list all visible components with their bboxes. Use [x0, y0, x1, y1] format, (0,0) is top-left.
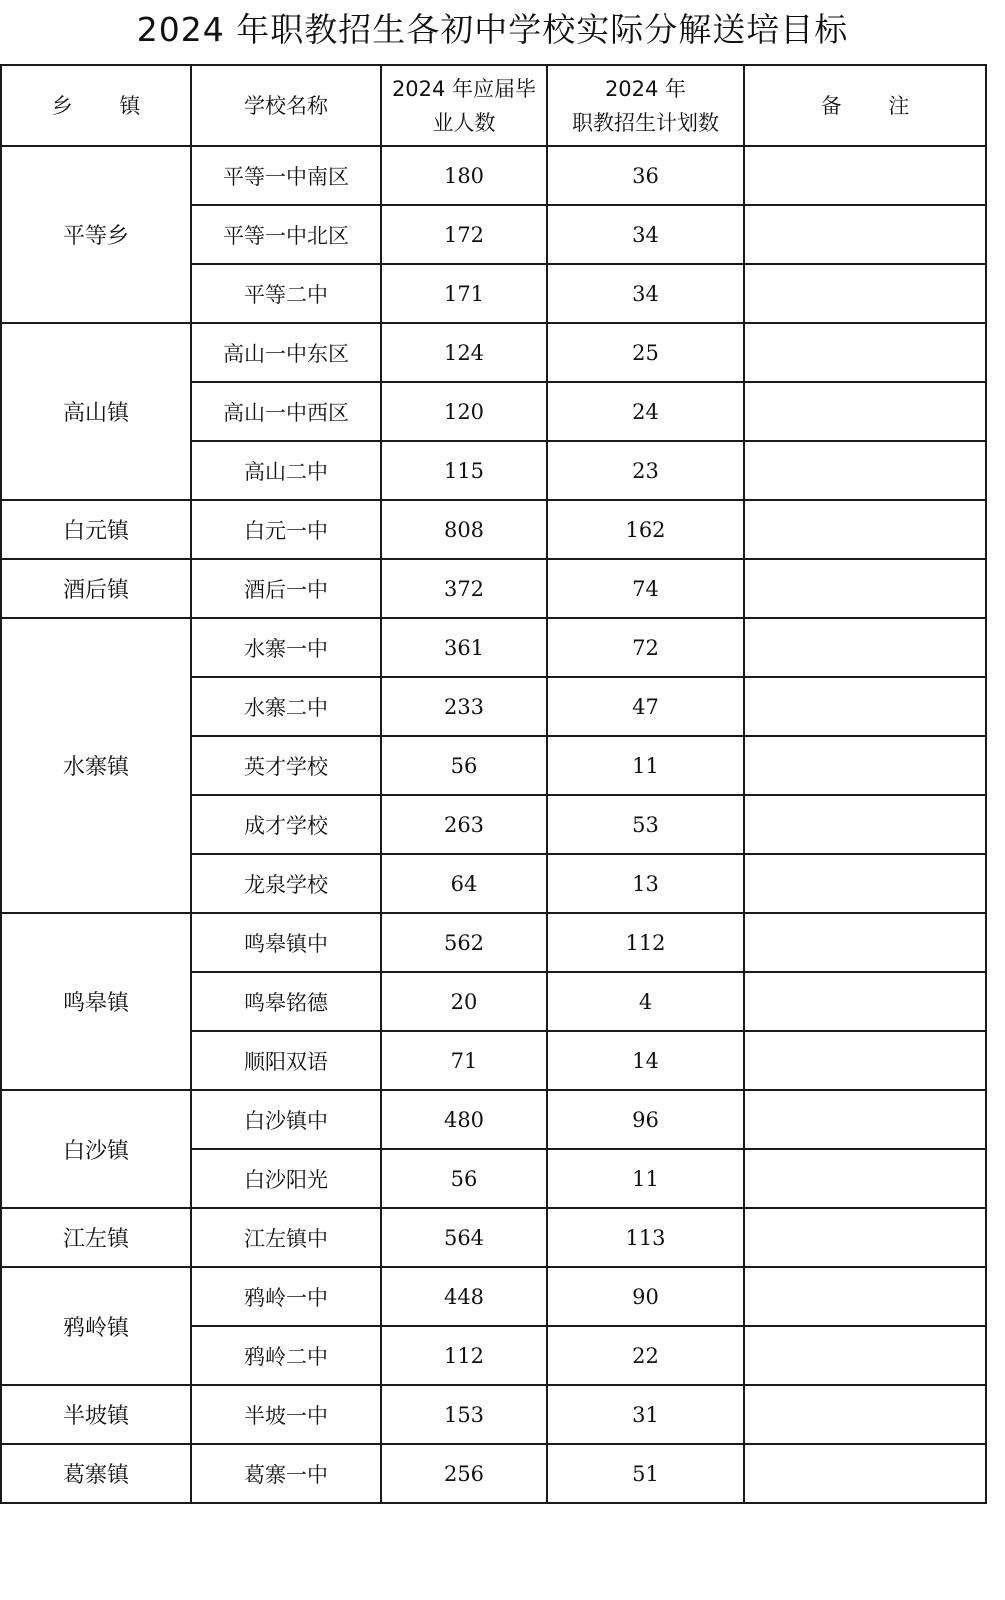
town-cell: 白元镇: [1, 500, 191, 559]
plan-cell: 36: [547, 146, 744, 205]
graduates-cell: 112: [381, 1326, 547, 1385]
plan-cell: 51: [547, 1444, 744, 1503]
header-graduates: 2024 年应届毕 业人数: [381, 65, 547, 146]
remark-cell: [744, 559, 986, 618]
table-row: [1, 323, 986, 382]
town-cell: 白沙镇: [1, 1090, 191, 1208]
remark-cell: [744, 972, 986, 1031]
table-row: [1, 559, 986, 618]
school-name-cell: 平等一中南区: [191, 146, 381, 205]
plan-cell: 14: [547, 1031, 744, 1090]
graduates-cell: 180: [381, 146, 547, 205]
school-name-cell: 白沙镇中: [191, 1090, 381, 1149]
school-name-cell: 高山一中东区: [191, 323, 381, 382]
graduates-cell: 256: [381, 1444, 547, 1503]
school-name-cell: 平等二中: [191, 264, 381, 323]
remark-cell: [744, 205, 986, 264]
remark-cell: [744, 1444, 986, 1503]
table-row: [1, 500, 986, 559]
graduates-cell: 64: [381, 854, 547, 913]
header-remarks: 备 注: [744, 65, 986, 146]
school-name-cell: 水寨一中: [191, 618, 381, 677]
table-row: [1, 1444, 986, 1503]
plan-cell: 25: [547, 323, 744, 382]
plan-cell: 47: [547, 677, 744, 736]
school-name-cell: 成才学校: [191, 795, 381, 854]
remark-cell: [744, 323, 986, 382]
header-plan: 2024 年 职教招生计划数: [547, 65, 744, 146]
plan-cell: 72: [547, 618, 744, 677]
header-town: 乡 镇: [1, 65, 191, 146]
plan-cell: 31: [547, 1385, 744, 1444]
table-header-row: [1, 65, 986, 146]
plan-cell: 74: [547, 559, 744, 618]
plan-cell: 24: [547, 382, 744, 441]
plan-cell: 11: [547, 1149, 744, 1208]
page-title: 2024 年职教招生各初中学校实际分解送培目标: [136, 10, 849, 49]
graduates-cell: 564: [381, 1208, 547, 1267]
plan-cell: 112: [547, 913, 744, 972]
town-cell: 江左镇: [1, 1208, 191, 1267]
graduates-cell: 153: [381, 1385, 547, 1444]
remark-cell: [744, 441, 986, 500]
table-row: [1, 1090, 986, 1149]
remark-cell: [744, 677, 986, 736]
school-name-cell: 顺阳双语: [191, 1031, 381, 1090]
graduates-cell: 480: [381, 1090, 547, 1149]
plan-cell: 96: [547, 1090, 744, 1149]
plan-cell: 13: [547, 854, 744, 913]
town-cell: 水寨镇: [1, 618, 191, 913]
table-row: [1, 1267, 986, 1326]
plan-cell: 34: [547, 264, 744, 323]
remark-cell: [744, 1031, 986, 1090]
school-name-cell: 白沙阳光: [191, 1149, 381, 1208]
school-name-cell: 英才学校: [191, 736, 381, 795]
town-cell: 酒后镇: [1, 559, 191, 618]
plan-cell: 162: [547, 500, 744, 559]
graduates-cell: 124: [381, 323, 547, 382]
school-name-cell: 葛寨一中: [191, 1444, 381, 1503]
graduates-cell: 233: [381, 677, 547, 736]
graduates-cell: 71: [381, 1031, 547, 1090]
town-cell: 半坡镇: [1, 1385, 191, 1444]
remark-cell: [744, 264, 986, 323]
graduates-cell: 115: [381, 441, 547, 500]
remark-cell: [744, 913, 986, 972]
graduates-cell: 56: [381, 736, 547, 795]
graduates-cell: 361: [381, 618, 547, 677]
plan-cell: 11: [547, 736, 744, 795]
school-name-cell: 江左镇中: [191, 1208, 381, 1267]
remark-cell: [744, 1149, 986, 1208]
graduates-cell: 372: [381, 559, 547, 618]
graduates-cell: 120: [381, 382, 547, 441]
remark-cell: [744, 736, 986, 795]
town-cell: 高山镇: [1, 323, 191, 500]
school-name-cell: 半坡一中: [191, 1385, 381, 1444]
header-school: 学校名称: [191, 65, 381, 146]
school-name-cell: 高山一中西区: [191, 382, 381, 441]
graduates-cell: 263: [381, 795, 547, 854]
town-cell: 平等乡: [1, 146, 191, 323]
table-row: [1, 146, 986, 205]
graduates-cell: 448: [381, 1267, 547, 1326]
graduates-cell: 56: [381, 1149, 547, 1208]
table-row: [1, 1208, 986, 1267]
table-body: [1, 146, 986, 1503]
remark-cell: [744, 795, 986, 854]
plan-cell: 90: [547, 1267, 744, 1326]
table-row: [1, 913, 986, 972]
school-name-cell: 鸦岭一中: [191, 1267, 381, 1326]
remark-cell: [744, 1385, 986, 1444]
school-name-cell: 高山二中: [191, 441, 381, 500]
school-name-cell: 酒后一中: [191, 559, 381, 618]
remark-cell: [744, 1208, 986, 1267]
plan-cell: 22: [547, 1326, 744, 1385]
plan-cell: 23: [547, 441, 744, 500]
graduates-cell: 808: [381, 500, 547, 559]
school-name-cell: 鸦岭二中: [191, 1326, 381, 1385]
plan-cell: 113: [547, 1208, 744, 1267]
remark-cell: [744, 618, 986, 677]
remark-cell: [744, 1267, 986, 1326]
enrollment-table: [0, 64, 987, 1504]
town-cell: 葛寨镇: [1, 1444, 191, 1503]
remark-cell: [744, 382, 986, 441]
town-cell: 鸦岭镇: [1, 1267, 191, 1385]
school-name-cell: 白元一中: [191, 500, 381, 559]
remark-cell: [744, 146, 986, 205]
graduates-cell: 20: [381, 972, 547, 1031]
remark-cell: [744, 854, 986, 913]
remark-cell: [744, 1326, 986, 1385]
school-name-cell: 鸣皋铭德: [191, 972, 381, 1031]
graduates-cell: 171: [381, 264, 547, 323]
remark-cell: [744, 500, 986, 559]
school-name-cell: 平等一中北区: [191, 205, 381, 264]
school-name-cell: 龙泉学校: [191, 854, 381, 913]
graduates-cell: 172: [381, 205, 547, 264]
plan-cell: 4: [547, 972, 744, 1031]
plan-cell: 53: [547, 795, 744, 854]
table-row: [1, 618, 986, 677]
graduates-cell: 562: [381, 913, 547, 972]
remark-cell: [744, 1090, 986, 1149]
town-cell: 鸣皋镇: [1, 913, 191, 1090]
plan-cell: 34: [547, 205, 744, 264]
school-name-cell: 鸣皋镇中: [191, 913, 381, 972]
table-row: [1, 1385, 986, 1444]
school-name-cell: 水寨二中: [191, 677, 381, 736]
